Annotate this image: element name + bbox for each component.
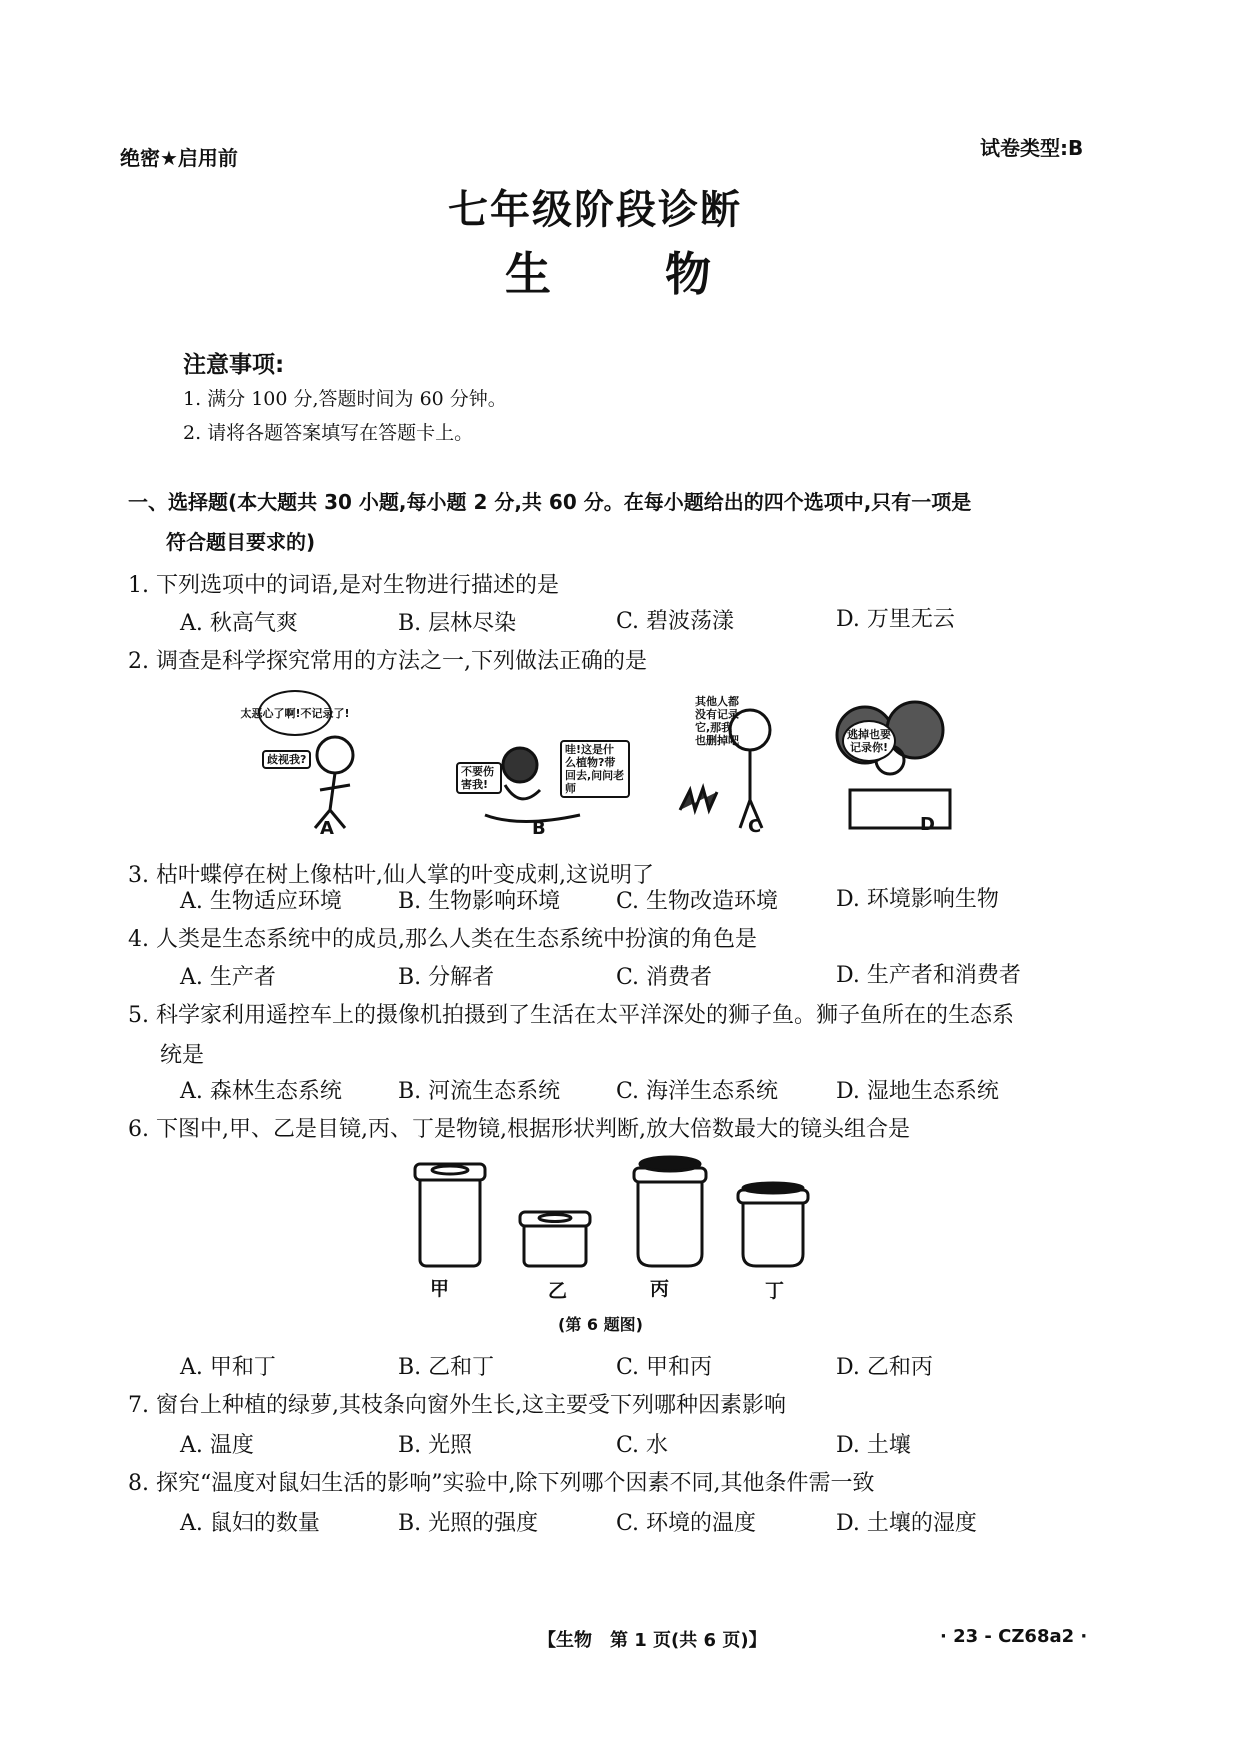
option-a: A. 生产者 <box>180 965 276 990</box>
paper-type: 试卷类型:B <box>980 136 1084 160</box>
option-b: B. 光照 <box>398 1433 473 1458</box>
eyepiece-yi-icon <box>520 1212 590 1266</box>
question-stem: 3. 枯叶蝶停在树上像枯叶,仙人掌的叶变成刺,这说明了 <box>128 863 654 888</box>
question-stem: 8. 探究“温度对鼠妇生活的影响”实验中,除下列哪个因素不同,其他条件需一致 <box>128 1471 875 1496</box>
subject-char-2: 物 <box>665 247 711 301</box>
section-heading-cont: 符合题目要求的) <box>166 530 316 554</box>
figure-label-c: C <box>748 816 762 837</box>
option-c: C. 碧波荡漾 <box>616 609 735 634</box>
option-d: D. 乙和丙 <box>836 1355 933 1380</box>
option-a: A. 甲和丁 <box>180 1355 276 1380</box>
lens-label-yi: 乙 <box>548 1280 568 1302</box>
option-d: D. 万里无云 <box>836 607 955 632</box>
option-d: D. 生产者和消费者 <box>836 963 1021 988</box>
notice-item: 1. 满分 100 分,答题时间为 60 分钟。 <box>183 388 507 410</box>
option-c: C. 水 <box>616 1433 669 1458</box>
option-a: A. 生物适应环境 <box>180 889 342 914</box>
option-c: C. 海洋生态系统 <box>616 1079 779 1104</box>
figure-label-b: B <box>532 818 546 839</box>
page-footer: 【生物 第 1 页(共 6 页)】 <box>538 1630 767 1651</box>
figure-label-d: D <box>920 814 935 835</box>
option-b: B. 分解者 <box>398 965 495 990</box>
speech-bubble-a1: 太恶心了啊!不记录了! <box>258 690 332 736</box>
question-stem-cont: 统是 <box>160 1043 205 1068</box>
exam-title: 七年级阶段诊断 <box>448 187 742 233</box>
option-a: A. 鼠妇的数量 <box>180 1511 320 1536</box>
question-stem: 6. 下图中,甲、乙是目镜,丙、丁是物镜,根据形状判断,放大倍数最大的镜头组合是 <box>128 1117 910 1142</box>
lens-label-bing: 丙 <box>650 1278 670 1300</box>
question-stem: 2. 调查是科学探究常用的方法之一,下列做法正确的是 <box>128 649 647 674</box>
question-stem: 1. 下列选项中的词语,是对生物进行描述的是 <box>128 573 559 598</box>
option-b: B. 乙和丁 <box>398 1355 495 1380</box>
subject-char-1: 生 <box>505 247 551 301</box>
lens-figure <box>400 1150 830 1270</box>
question-stem: 5. 科学家利用遥控车上的摄像机拍摄到了生活在太平洋深处的狮子鱼。狮子鱼所在的生态系 <box>128 1003 1014 1028</box>
option-a: A. 温度 <box>180 1433 254 1458</box>
speech-box-a2: 歧视我? <box>262 750 311 769</box>
speech-box-b1: 不要伤害我! <box>456 762 502 794</box>
notice-heading: 注意事项: <box>183 352 285 378</box>
option-c: C. 环境的温度 <box>616 1511 757 1536</box>
option-a: A. 秋高气爽 <box>180 611 298 636</box>
option-a: A. 森林生态系统 <box>180 1079 342 1104</box>
option-c: C. 消费者 <box>616 965 713 990</box>
objective-ding-icon <box>738 1183 808 1266</box>
option-b: B. 生物影响环境 <box>398 889 561 914</box>
notice-item: 2. 请将各题答案填写在答题卡上。 <box>183 422 474 444</box>
option-d: D. 环境影响生物 <box>836 887 999 912</box>
option-c: C. 甲和丙 <box>616 1355 713 1380</box>
option-c: C. 生物改造环境 <box>616 889 779 914</box>
eyepiece-jia-icon <box>415 1164 485 1266</box>
question-stem: 7. 窗台上种植的绿萝,其枝条向窗外生长,这主要受下列哪种因素影响 <box>128 1393 786 1418</box>
figure-label-a: A <box>320 818 334 839</box>
option-d: D. 土壤 <box>836 1433 911 1458</box>
speech-text-c1: 其他人都没有记录它,那我也删掉吧 <box>695 695 739 747</box>
question-stem: 4. 人类是生态系统中的成员,那么人类在生态系统中扮演的角色是 <box>128 927 757 952</box>
survey-cartoon-figure <box>240 690 970 830</box>
option-d: D. 土壤的湿度 <box>836 1511 977 1536</box>
lens-label-ding: 丁 <box>765 1280 785 1302</box>
section-heading: 一、选择题(本大题共 30 小题,每小题 2 分,共 60 分。在每小题给出的四个选项中,只有一项是 <box>128 490 972 514</box>
speech-box-b2: 哇!这是什么植物?带回去,问问老师 <box>560 740 630 798</box>
lens-label-jia: 甲 <box>430 1278 450 1300</box>
paper-code: · 23 - CZ68a2 · <box>940 1626 1088 1647</box>
option-b: B. 光照的强度 <box>398 1511 539 1536</box>
figure-caption: (第 6 题图) <box>558 1315 643 1334</box>
option-b: B. 河流生态系统 <box>398 1079 561 1104</box>
confidential-label: 绝密★启用前 <box>120 146 238 170</box>
option-d: D. 湿地生态系统 <box>836 1079 999 1104</box>
speech-bubble-d1: 逃掉也要记录你! <box>842 720 896 762</box>
objective-bing-icon <box>634 1157 706 1266</box>
option-b: B. 层林尽染 <box>398 611 517 636</box>
